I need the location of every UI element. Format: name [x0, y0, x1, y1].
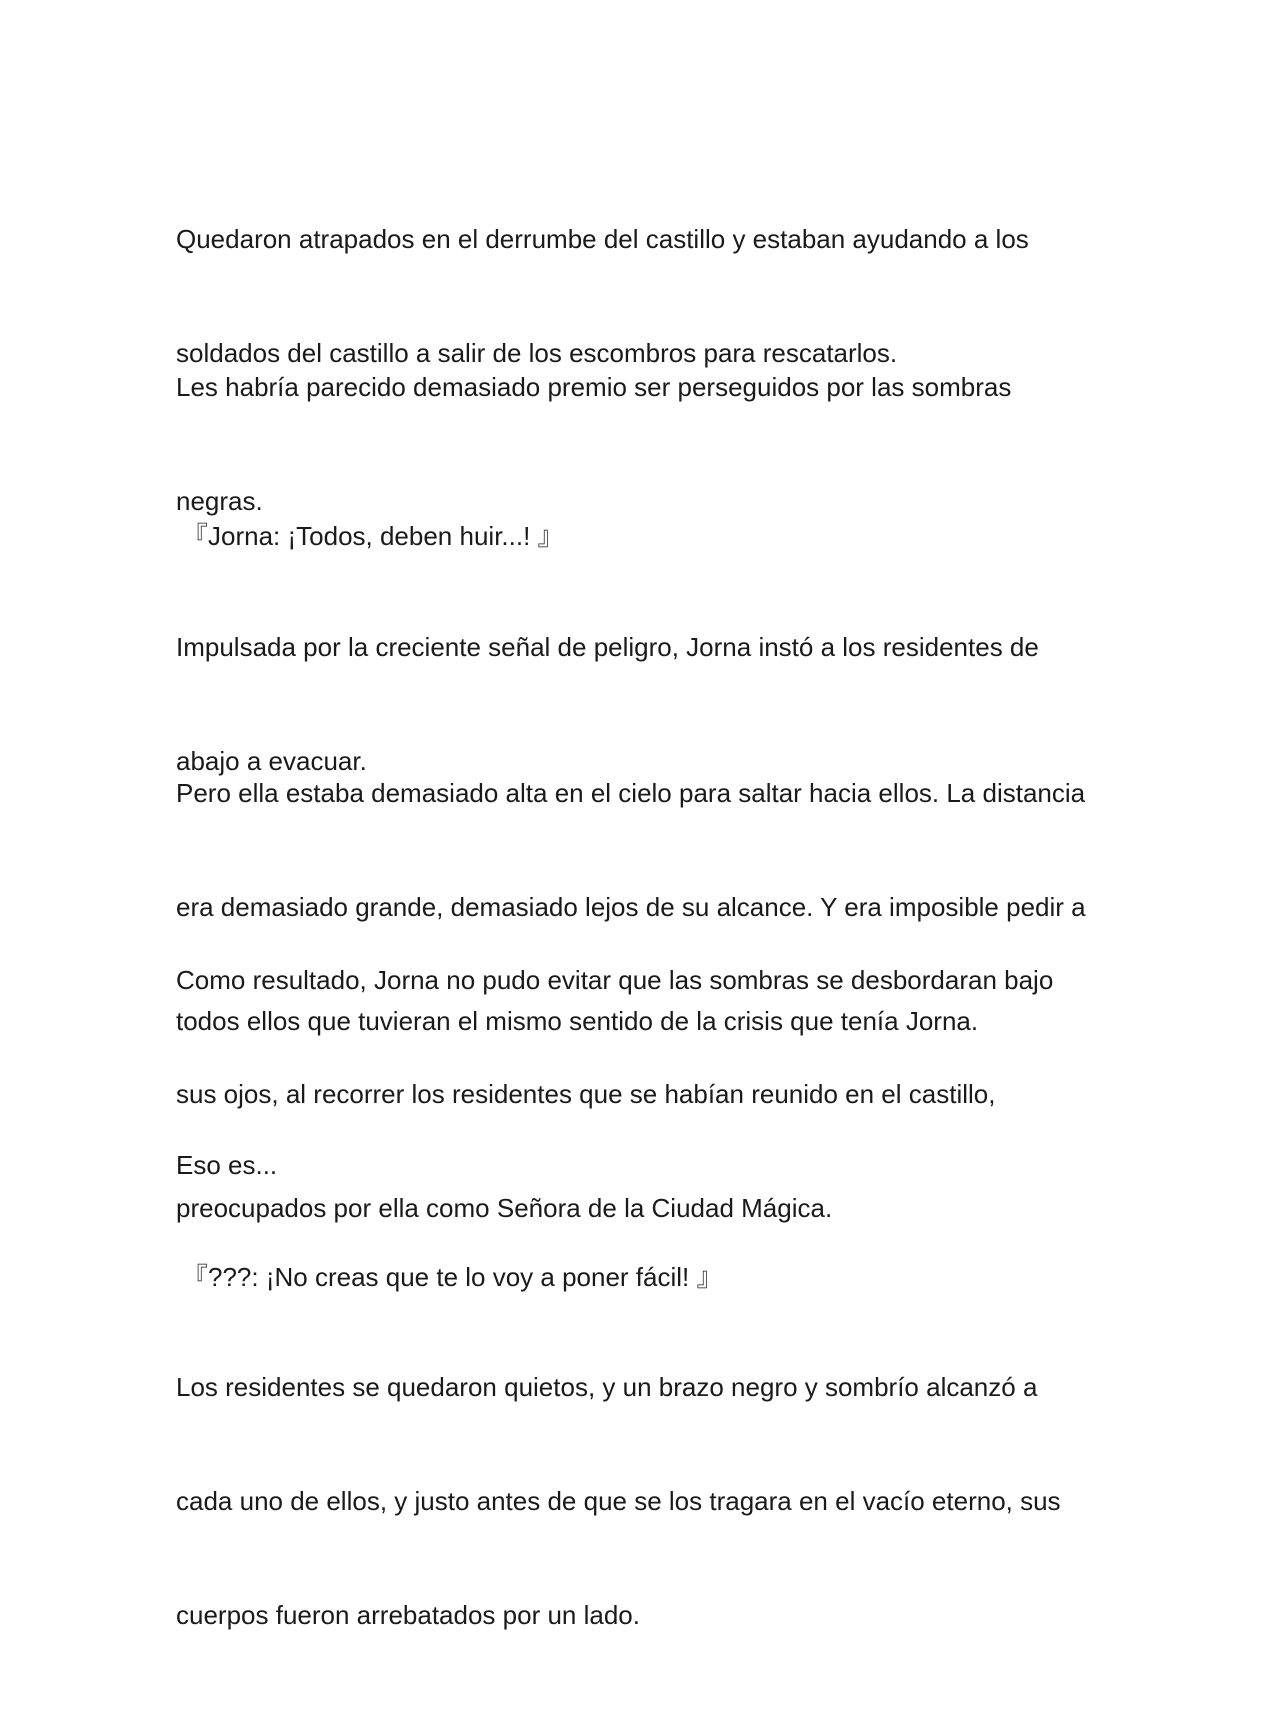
text-line: preocupados por ella como Señora de la Ciudad Mágica.	[176, 1193, 833, 1223]
text-line: Como resultado, Jorna no pudo evitar que las sombras se desbordaran bajo	[176, 965, 1054, 995]
text-line: Los residentes se quedaron quietos, y un brazo negro y sombrío alcanzó a	[176, 1372, 1038, 1402]
text-line: 『???: ¡No creas que te lo voy a poner fácil! 』	[182, 1262, 723, 1292]
text-line: cuerpos fueron arrebatados por un lado.	[176, 1600, 640, 1630]
text-line: abajo a evacuar.	[176, 746, 367, 776]
text-line: cada uno de ellos, y justo antes de que se los tragara en el vacío eterno, sus	[176, 1486, 1061, 1516]
text-line: soldados del castillo a salir de los escombros para rescatarlos.	[176, 338, 898, 368]
text-line: era demasiado grande, demasiado lejos de su alcance. Y era imposible pedir a	[176, 892, 1086, 922]
text-line: Les habría parecido demasiado premio ser perseguidos por las sombras	[176, 372, 1012, 402]
text-line: sus ojos, al recorrer los residentes que se habían reunido en el castillo,	[176, 1079, 996, 1109]
text-line: Impulsada por la creciente señal de peligro, Jorna instó a los residentes de	[176, 632, 1039, 662]
text-line: Quedaron atrapados en el derrumbe del castillo y estaban ayudando a los	[176, 224, 1029, 254]
text-line: negras.	[176, 486, 263, 516]
paragraph-7	[176, 1292, 1106, 1710]
text-line: Pero ella estaba demasiado alta en el cielo para saltar hacia ellos. La distancia	[176, 778, 1086, 808]
text-line: todos ellos que tuvieran el mismo sentido de la crisis que tenía Jorna.	[176, 1006, 979, 1036]
text-line: 『Jorna: ¡Todos, deben huir...! 』	[182, 521, 564, 551]
text-line: Eso es...	[176, 1150, 278, 1180]
